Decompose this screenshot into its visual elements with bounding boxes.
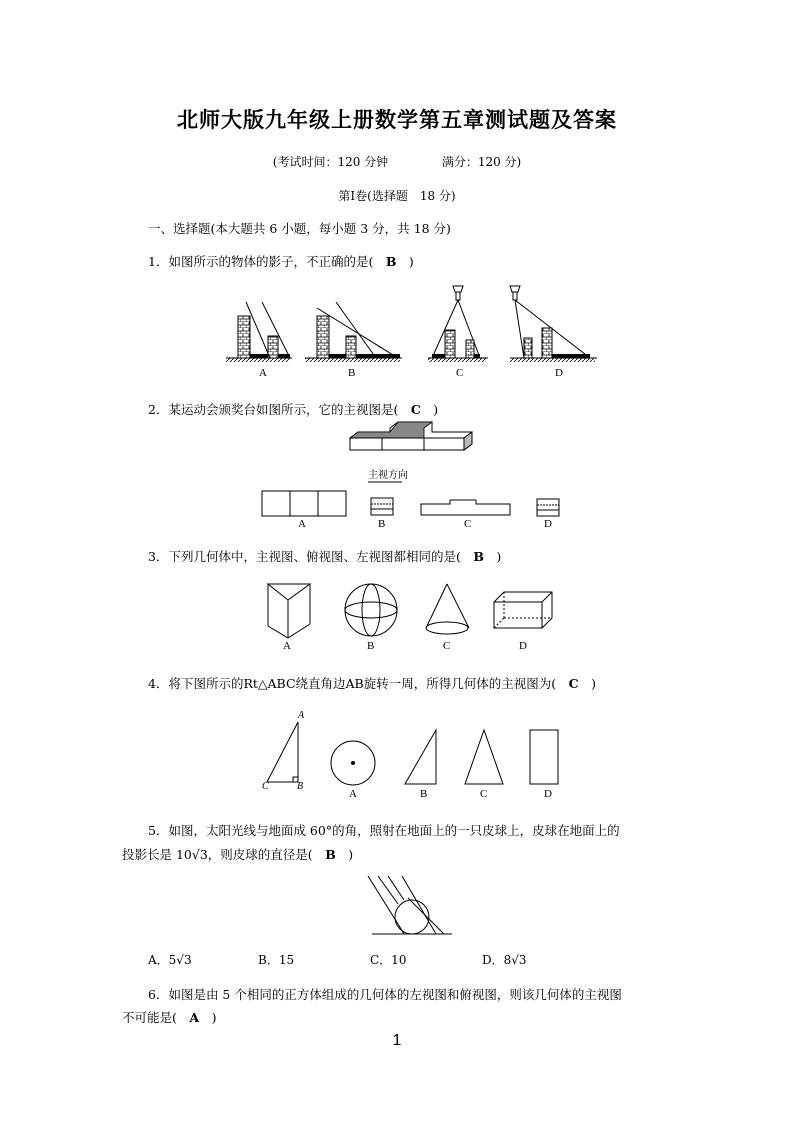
q4-option-b-right-triangle: [405, 730, 436, 784]
q4-option-c-isosceles: [465, 730, 503, 784]
q4-vertex-b: B: [297, 781, 304, 792]
q4-option-a-circle: [331, 741, 375, 785]
question-2: 2．某运动会颁奖台如图所示，它的主视图是( C ): [148, 402, 439, 417]
q3-label-d: D: [519, 640, 527, 652]
answer-4: C: [568, 676, 579, 691]
q2-label-d: D: [544, 518, 552, 530]
q4-figure: [0, 712, 794, 812]
q2-label-c: C: [464, 518, 472, 530]
q1-label-b: B: [348, 367, 356, 379]
q4-label-d: D: [544, 788, 552, 800]
answer-1: B: [385, 254, 397, 269]
q4-vertex-a: A: [298, 710, 305, 721]
q4-label-a: A: [349, 788, 357, 800]
q3-label-c: C: [443, 640, 451, 652]
exam-score: 满分：120 分): [441, 155, 522, 169]
q3-cuboid: [494, 592, 552, 628]
q4-label-b: B: [420, 788, 428, 800]
page-number: 1: [392, 1032, 402, 1049]
section-title: 第Ⅰ卷(选择题 18 分): [338, 189, 456, 203]
answer-5: B: [325, 847, 336, 862]
q5-option-c: C．10: [370, 953, 407, 967]
q2-option-a: [262, 491, 346, 516]
q2-direction-label: 主视方向: [368, 470, 408, 481]
exam-time: (考试时间：120 分钟: [272, 155, 389, 169]
q1-option-b: [305, 302, 402, 362]
question-4: 4．将下图所示的Rt△ABC绕直角边AB旋转一周，所得几何体的主视图为( C ): [148, 676, 596, 691]
question-1: 1．如图所示的物体的影子，不正确的是( B ): [148, 254, 414, 269]
q1-option-d: [510, 286, 597, 362]
q4-triangle-abc: [267, 722, 298, 782]
q3-cone: [426, 584, 469, 634]
q1-option-a: [226, 302, 292, 362]
question-6-line-1: 6．如图是由 5 个相同的正方体组成的几何体的左视图和俯视图，则该几何体的主视图: [148, 987, 622, 1002]
q1-label-c: C: [456, 367, 464, 379]
q3-figure: [0, 580, 794, 640]
q1-figure: [0, 280, 794, 400]
page-title: 北师大版九年级上册数学第五章测试题及答案: [177, 107, 617, 132]
q2-label-b: B: [378, 518, 386, 530]
q3-sphere: [345, 584, 397, 636]
q5-option-b: B．15: [258, 953, 295, 967]
q2-option-d: [537, 499, 559, 516]
q2-option-b: [371, 498, 393, 515]
q5-option-d: D．8√3: [482, 953, 527, 967]
question-3: 3．下列几何体中，主视图、俯视图、左视图都相同的是( B ): [148, 549, 502, 564]
q2-direction-arrow: [0, 478, 794, 488]
answer-6: A: [189, 1010, 200, 1025]
answer-2: C: [410, 402, 421, 417]
q5-option-a: A．5√3: [148, 953, 192, 967]
q3-label-b: B: [367, 640, 375, 652]
q4-option-d-rectangle: [530, 730, 558, 784]
part-heading: 一、选择题(本大题共 6 小题，每小题 3 分，共 18 分): [148, 221, 451, 236]
question-5-line-1: 5．如图，太阳光线与地面成 60°的角，照射在地面上的一只皮球上，皮球在地面上的: [148, 823, 620, 838]
q4-vertex-c: C: [262, 781, 269, 792]
question-6-line-2: 不可能是( A ): [122, 1010, 217, 1025]
q1-label-a: A: [259, 367, 267, 379]
q2-option-c: [421, 500, 510, 515]
exam-info: [0, 153, 794, 170]
q3-label-a: A: [283, 640, 291, 652]
q5-figure: [0, 872, 794, 942]
q2-label-a: A: [298, 518, 306, 530]
question-5-line-2: 投影长是 10√3，则皮球的直径是( B ): [122, 847, 354, 862]
q4-label-c: C: [480, 788, 488, 800]
q1-label-d: D: [555, 367, 563, 379]
q3-prism: [268, 584, 310, 638]
answer-3: B: [473, 549, 484, 564]
q2-options-figure: [0, 490, 794, 520]
q1-option-c: [428, 286, 488, 362]
